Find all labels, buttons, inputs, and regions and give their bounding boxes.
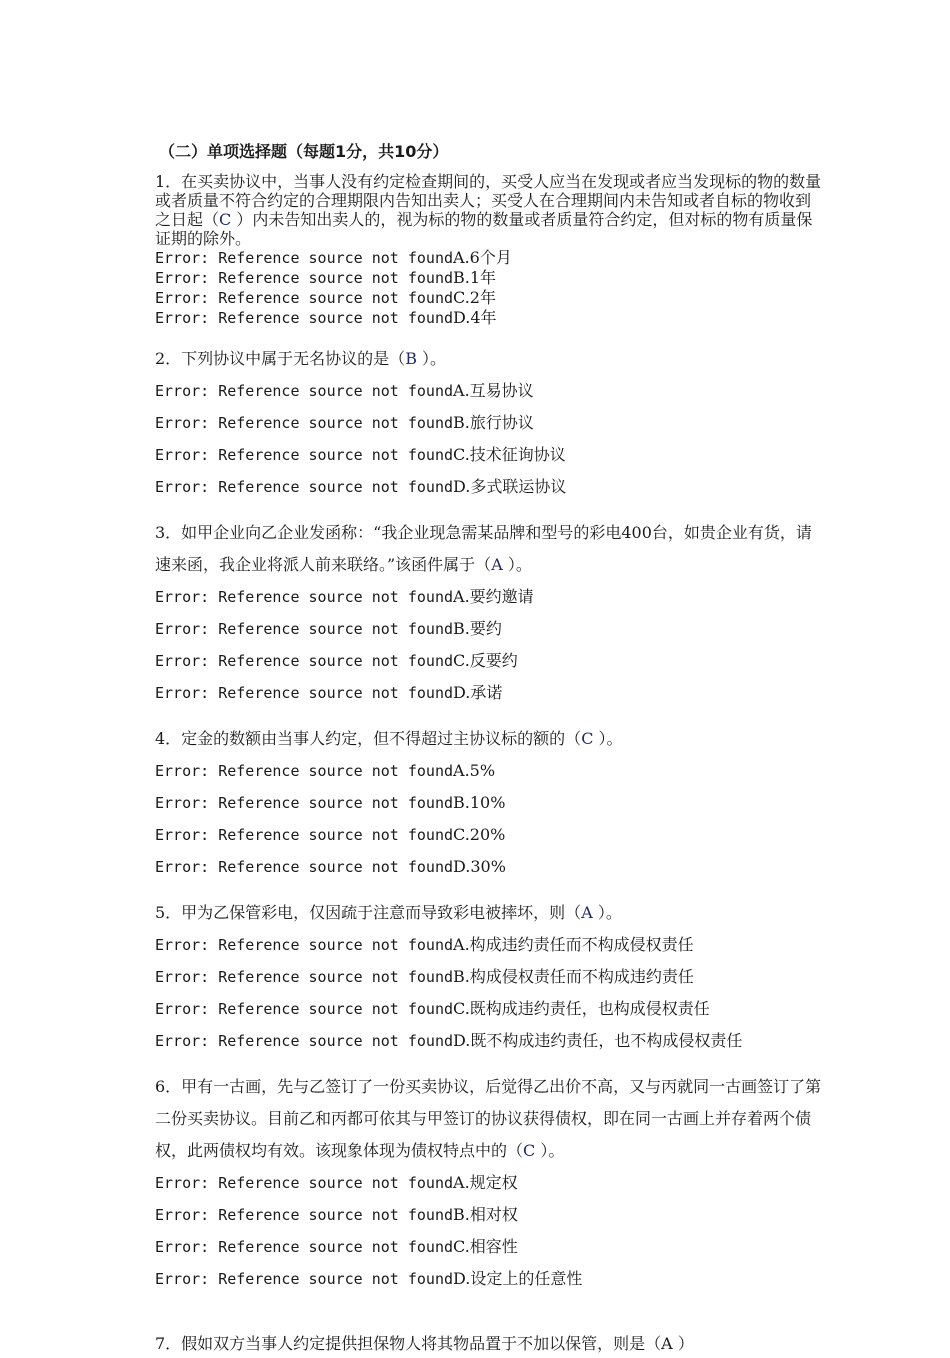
question-2 [155,343,825,503]
option-c: Error: Reference source not foundC.既构成违约责任，也构成侵权责任 [155,999,710,1018]
question-4 [155,723,825,883]
option-b: Error: Reference source not foundB.相对权 [155,1205,518,1224]
option-b: Error: Reference source not foundB.要约 [155,619,502,638]
option-c: Error: Reference source not foundC.相容性 [155,1237,518,1256]
question-1 [155,172,825,328]
option-c: Error: Reference source not foundC.20% [155,825,506,844]
answer-letter: C [523,1141,536,1160]
option-d: Error: Reference source not foundD.30% [155,857,506,876]
option-a: Error: Reference source not foundA.要约邀请 [155,587,534,606]
answer-letter: C [219,210,232,229]
option-b: Error: Reference source not foundB.旅行协议 [155,413,534,432]
option-c: Error: Reference source not foundC.技术征询协议 [155,445,566,464]
option-c: Error: Reference source not foundC.2年 [155,288,496,307]
question-stem: 2．下列协议中属于无名协议的是（B ）。 [155,349,447,368]
option-a: Error: Reference source not foundA.构成违约责任而不构成侵权责任 [155,935,694,954]
option-d: Error: Reference source not foundD.4年 [155,308,497,327]
question-stem: 3．如甲企业向乙企业发函称：“我企业现急需某品牌和型号的彩电400台，如贵企业有货，请速来函，我企业将派人前来联络。”该函件属于（A ）。 [155,523,812,574]
option-b: Error: Reference source not foundB.10% [155,793,506,812]
option-d: Error: Reference source not foundD.既不构成违约责任，也不构成侵权责任 [155,1031,743,1050]
question-6 [155,1071,825,1295]
question-7-cutoff: 7．假如双方当事人约定提供担保物人将其物品置于不加以保管，则是（A ） [155,1334,694,1353]
option-b: Error: Reference source not foundB.构成侵权责任而不构成违约责任 [155,967,694,986]
option-d: Error: Reference source not foundD.承诺 [155,683,503,702]
question-3 [155,517,825,709]
question-stem: 1．在买卖协议中，当事人没有约定检查期间的，买受人应当在发现或者应当发现标的物的数量或者质量不符合约定的合理期限内告知出卖人；买受人在合理期间内未告知或者自标的物收到之日起（C ）内未告知出卖人的，视为标的物的数量或者质量符合约定，但对标的物有质量保证期的除外。 [155,172,822,248]
answer-letter: A [581,903,593,922]
question-5 [155,897,825,1057]
option-a: Error: Reference source not foundA.5% [155,761,496,780]
option-b: Error: Reference source not foundB.1年 [155,268,497,287]
question-stem: 4．定金的数额由当事人约定，但不得超过主协议标的额的（C ）。 [155,729,623,748]
answer-letter: B [405,349,417,368]
option-c: Error: Reference source not foundC.反要约 [155,651,518,670]
question-section [155,140,825,1295]
option-d: Error: Reference source not foundD.多式联运协议 [155,477,567,496]
option-a: Error: Reference source not foundA.互易协议 [155,381,534,400]
answer-letter: C [581,729,594,748]
section-heading: （二）单项选择题（每题1分，共10分） [159,142,449,161]
question-stem: 5．甲为乙保管彩电，仅因疏于注意而导致彩电被摔坏，则（A ）。 [155,903,622,922]
option-a: Error: Reference source not foundA.规定权 [155,1173,518,1192]
answer-letter: A [491,555,503,574]
option-a: Error: Reference source not foundA.6个月 [155,248,512,267]
question-stem: 6．甲有一古画，先与乙签订了一份买卖协议，后觉得乙出价不高，又与丙就同一古画签订了第二份买卖协议。目前乙和丙都可依其与甲签订的协议获得债权，即在同一古画上并存着两个债权，此两债权均有效。该现象体现为债权特点中的（C ）。 [155,1077,822,1160]
option-d: Error: Reference source not foundD.设定上的任意性 [155,1269,583,1288]
